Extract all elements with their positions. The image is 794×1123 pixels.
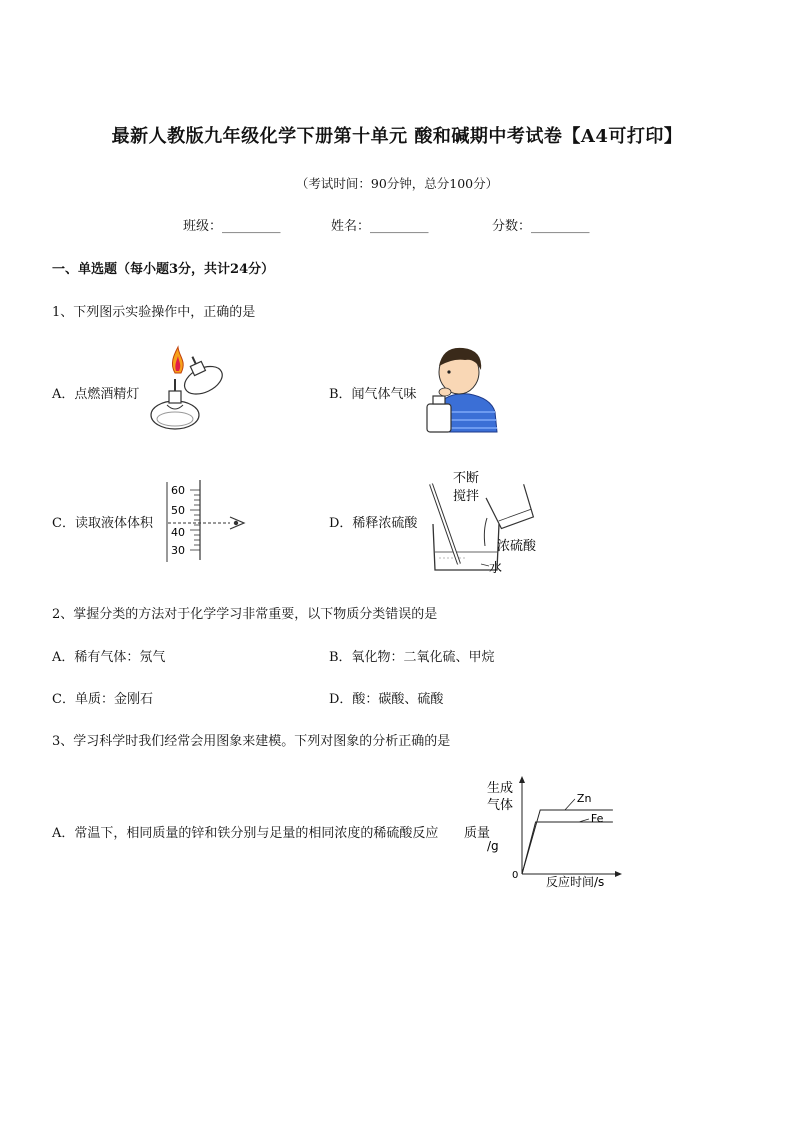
series-label-fe: Fe <box>590 812 604 825</box>
reaction-chart <box>482 774 632 892</box>
tick-label-40: 40 <box>171 526 185 539</box>
q2-option-b: B．氧化物：二氧化硫、甲烷 <box>329 650 495 665</box>
y-axis-arrow <box>519 776 525 783</box>
score-field: 分数：_________ <box>492 219 590 234</box>
y-label-line-2: 气体 <box>487 798 514 813</box>
tick-label-60: 60 <box>171 484 185 497</box>
water-label: 水 <box>489 561 503 576</box>
tick-label-50: 50 <box>171 504 185 517</box>
series-label-zn: Zn <box>576 792 592 805</box>
smelling-gas-figure <box>425 342 500 434</box>
question-1-stem: 1、下列图示实验操作中，正确的是 <box>52 305 256 320</box>
q1-option-b: B．闻气体气味 <box>329 387 417 402</box>
q2-option-a: A．稀有气体：氖气 <box>52 650 166 665</box>
section-heading: 一、单选题（每小题3分，共计24分） <box>52 262 275 277</box>
q1-option-a: A．点燃酒精灯 <box>52 387 140 402</box>
acid-label: 浓硫酸 <box>497 539 537 554</box>
tick-label-30: 30 <box>171 544 185 557</box>
x-axis-arrow <box>615 871 622 877</box>
q3-option-a: A．常温下，相同质量的锌和铁分别与足量的相同浓度的稀硫酸反应 <box>52 826 439 841</box>
zn-leader-line <box>565 799 575 810</box>
question-2-stem: 2、掌握分类的方法对于化学学习非常重要，以下物质分类错误的是 <box>52 607 438 622</box>
class-field: 班级：_________ <box>183 219 281 234</box>
acid-beaker <box>486 484 535 530</box>
q1-option-d: D．稀释浓硫酸 <box>329 516 418 531</box>
q2-option-c: C．单质：金刚石 <box>52 692 153 707</box>
graduated-cylinder-figure <box>164 476 250 566</box>
y-label-line-1: 生成 <box>487 781 514 796</box>
exam-subtitle: （考试时间：90分钟，总分100分） <box>295 176 499 191</box>
gas-bottle <box>427 404 451 432</box>
tilted-lamp <box>174 348 226 399</box>
bottom-lamp <box>151 401 199 429</box>
alcohol-lamp-figure <box>145 343 230 435</box>
page-title: 最新人教版九年级化学下册第十单元 酸和碱期中考试卷【A4可打印】 <box>111 126 683 147</box>
cylinder-ticks <box>190 490 200 550</box>
name-field: 姓名：_________ <box>331 219 429 234</box>
x-axis-label: 反应时间/s <box>546 875 605 889</box>
q1-option-c: C．读取液体体积 <box>52 516 153 531</box>
stir-label-1: 不断 <box>453 471 480 486</box>
stir-label-2: 搅拌 <box>453 489 480 504</box>
y-label-line-3: 质量 <box>464 826 491 841</box>
y-label-line-4: /g <box>487 839 499 853</box>
dilute-acid-figure <box>425 466 545 578</box>
series-line-fe <box>522 822 613 874</box>
q2-option-d: D．酸：碳酸、硫酸 <box>329 692 444 707</box>
question-3-stem: 3、学习科学时我们经常会用图象来建模。下列对图象的分析正确的是 <box>52 734 451 749</box>
origin-label: 0 <box>512 870 519 881</box>
